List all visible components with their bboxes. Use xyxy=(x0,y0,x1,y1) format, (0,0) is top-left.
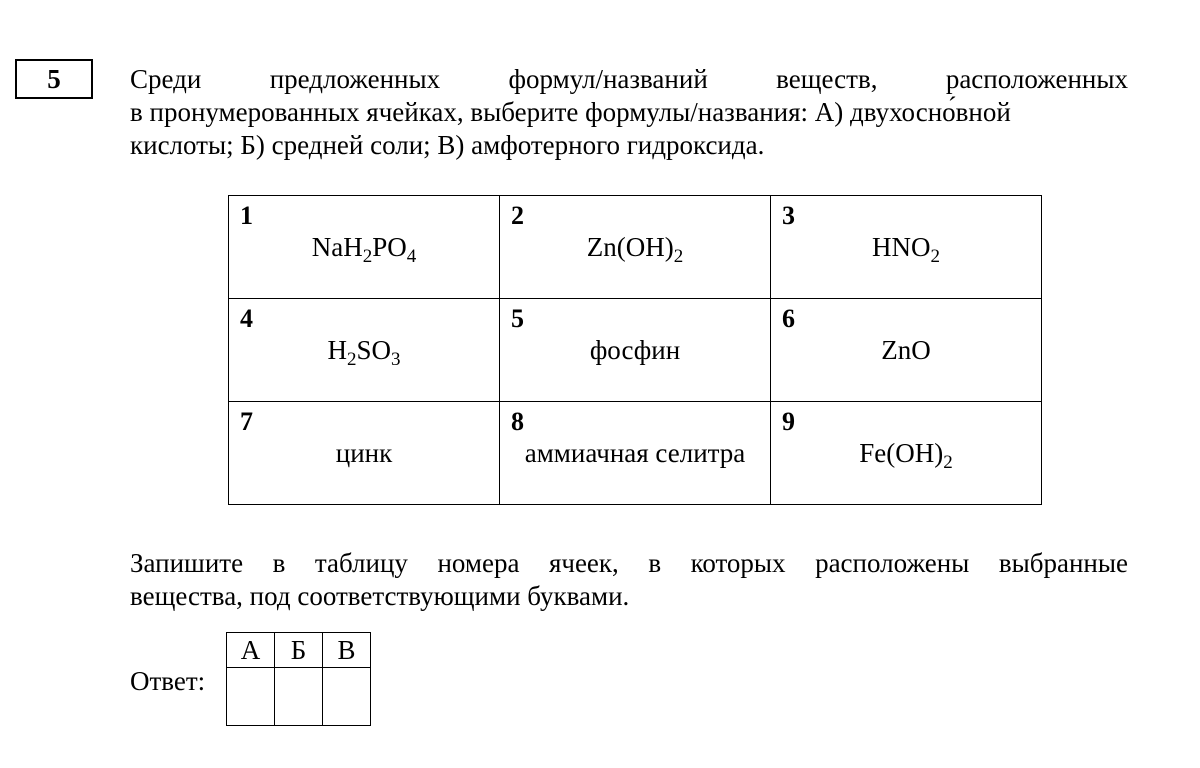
cell-7 xyxy=(229,402,500,505)
answer-field-a[interactable] xyxy=(227,668,275,726)
cell-number: 9 xyxy=(782,407,795,436)
cell-4 xyxy=(229,299,500,402)
instruction-word: в xyxy=(648,548,662,578)
cell-3 xyxy=(771,196,1042,299)
statement-word: формул/названий xyxy=(508,64,708,94)
statement-word: веществ, xyxy=(776,64,878,94)
statement-word: Среди xyxy=(130,64,202,94)
answer-letter-b: Б xyxy=(275,633,323,668)
statement-word: предложенных xyxy=(269,64,441,94)
cell-name: аммиачная селитра xyxy=(524,438,746,468)
instruction-word: таблицу xyxy=(314,548,408,578)
answer-field-b[interactable] xyxy=(275,668,323,726)
statement-line-2: в пронумерованных ячейках, выберите формулы/названия: А) двухосно́вной xyxy=(130,97,1011,127)
answer-letter-a: А xyxy=(227,633,275,668)
cell-formula: ZnO xyxy=(881,335,931,365)
cell-formula: $NaH_2PO_4$ xyxy=(311,232,417,267)
cell-2 xyxy=(500,196,771,299)
cell-number: 1 xyxy=(240,201,253,230)
instruction-line-1 xyxy=(130,547,1128,580)
instruction-word: номера xyxy=(437,548,520,578)
answer-field-v[interactable] xyxy=(323,668,371,726)
answer-label: Ответ: xyxy=(130,666,206,696)
cell-formula: $Fe(OH)_2$ xyxy=(859,438,953,473)
cell-number: 5 xyxy=(511,304,524,333)
cell-number: 8 xyxy=(511,407,524,436)
cell-9 xyxy=(771,402,1042,505)
answer-input-row xyxy=(227,668,371,726)
instruction-word: расположены xyxy=(815,548,970,578)
statement-line-1 xyxy=(130,63,1128,96)
instruction-word: которых xyxy=(690,548,786,578)
cell-formula: $HNO_2$ xyxy=(872,232,940,267)
statement-line-3: кислоты; Б) средней соли; В) амфотерного гидроксида. xyxy=(130,130,765,160)
cell-number: 4 xyxy=(240,304,253,333)
table-row xyxy=(229,299,1042,402)
instruction-word: Запишите xyxy=(130,548,244,578)
table-row xyxy=(229,402,1042,505)
cell-formula: $H_2SO_3$ xyxy=(327,335,401,370)
cell-8 xyxy=(500,402,771,505)
cell-formula: $Zn(OH)_2$ xyxy=(586,232,684,267)
cell-5 xyxy=(500,299,771,402)
answer-letter-v: В xyxy=(323,633,371,668)
substances-table xyxy=(228,195,1042,505)
cell-name: фосфин xyxy=(589,335,681,365)
cell-number: 3 xyxy=(782,201,795,230)
cell-6 xyxy=(771,299,1042,402)
instruction-word: выбранные xyxy=(998,548,1128,578)
table-row xyxy=(229,196,1042,299)
answer-header-row xyxy=(227,633,371,668)
instruction-word: ячеек, xyxy=(548,548,619,578)
cell-number: 6 xyxy=(782,304,795,333)
answer-table xyxy=(226,632,371,726)
instruction-word: в xyxy=(272,548,286,578)
cell-1 xyxy=(229,196,500,299)
cell-name: цинк xyxy=(335,438,393,468)
question-number: 5 xyxy=(47,63,61,94)
task-statement xyxy=(130,63,1128,162)
cell-number: 7 xyxy=(240,407,253,436)
statement-word: расположенных xyxy=(945,64,1128,94)
cell-number: 2 xyxy=(511,201,524,230)
question-number-box xyxy=(15,59,93,99)
instruction xyxy=(130,547,1128,613)
instruction-line-2: вещества, под соответствующими буквами. xyxy=(130,581,630,611)
